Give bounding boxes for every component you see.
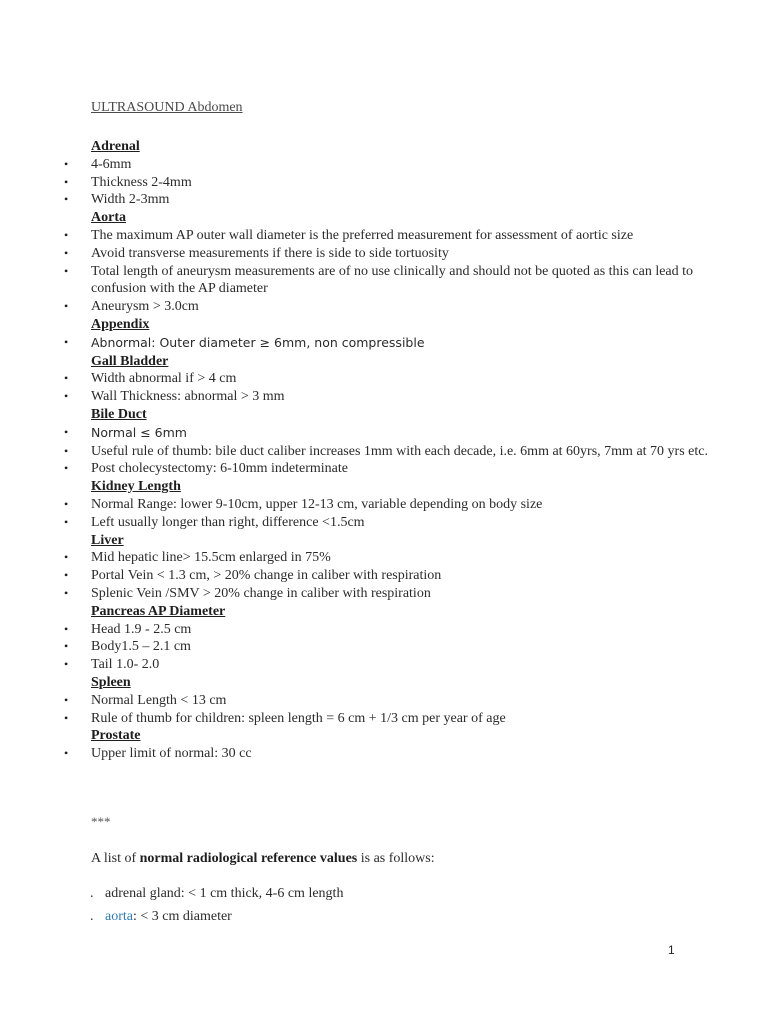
bullet-icon: • [64,710,69,725]
list-item-text: Upper limit of normal: 30 cc [91,746,252,762]
page-number: 1 [668,943,675,957]
reference-item [90,908,343,931]
bullet-icon: • [64,299,69,314]
list-item [0,549,768,567]
list-item [0,585,768,603]
section-heading: Prostate [91,728,141,744]
list-item-text: Total length of aneurysm measurements are of no use clinically and should not be quoted as this can lead to confusion with the AP diameter [91,263,694,297]
bullet-icon: • [64,389,69,404]
bullet-icon: • [64,657,69,672]
list-item-text: Mid hepatic line> 15.5cm enlarged in 75% [91,550,331,566]
list-item-text: Width abnormal if > 4 cm [91,371,237,387]
list-item [0,370,768,388]
document-title: ULTRASOUND Abdomen [91,100,243,115]
list-item [0,567,768,585]
bullet-icon: • [64,227,69,242]
reference-sections [0,138,768,763]
section-heading: Aorta [91,210,126,226]
bullet-icon: • [64,334,69,349]
bullet-icon: • [64,621,69,636]
list-item-text: Avoid transverse measurements if there is side to side tortuosity [91,245,449,261]
list-item [0,334,768,353]
list-item [0,621,768,639]
list-item [0,174,768,192]
bullet-icon: • [64,585,69,600]
bullet-icon: • [64,550,69,565]
bullet-icon: • [64,245,69,260]
section-heading: Bile Duct [91,406,147,422]
bullet-icon: • [64,461,69,476]
list-item [0,460,768,478]
intro-suffix: is as follows: [357,851,435,866]
list-item-text: Abnormal: Outer diameter ≥ 6mm, non compressible [91,334,425,350]
list-item-text: Left usually longer than right, difference <1.5cm [91,514,365,530]
intro-bold: normal radiological reference values [139,851,358,866]
section-heading: Liver [91,532,124,548]
term-link[interactable]: aorta [105,908,133,924]
list-item-text: Splenic Vein /SMV > 20% change in caliber with respiration [91,585,431,601]
list-item [0,496,768,514]
reference-item [90,885,343,908]
list-item [0,263,768,299]
bullet-icon: • [64,424,69,439]
bullet-icon: • [64,443,69,458]
list-item-text: Useful rule of thumb: bile duct caliber increases 1mm with each decade, i.e. 6mm at 60yrs, 7mm at 70 yrs etc. [91,443,708,459]
list-item [0,298,768,316]
bullet-icon: • [64,496,69,511]
bullet-icon: • [64,746,69,761]
intro-prefix: A list of [91,851,140,866]
list-item-text: Body1.5 – 2.1 cm [91,639,191,655]
section-heading: Appendix [91,316,150,332]
list-item-text: The maximum AP outer wall diameter is the preferred measurement for assessment of aortic size [91,227,634,243]
bullet-icon: • [64,263,69,278]
list-item-text: Aneurysm > 3.0cm [91,299,199,315]
section-heading: Pancreas AP Diameter [91,603,226,619]
list-item [0,514,768,532]
list-item-text: Normal Length < 13 cm [91,692,227,708]
list-item [0,745,768,763]
list-item [0,710,768,728]
list-item [0,638,768,656]
list-item [0,692,768,710]
section-heading: Kidney Length [91,479,181,495]
section-heading: Gall Bladder [91,353,169,369]
list-item-text: Width 2-3mm [91,192,170,208]
bullet-icon: • [64,156,69,171]
reference-text: adrenal gland: < 1 cm thick, 4-6 cm length [105,886,344,901]
list-item [0,443,768,461]
separator: *** [91,814,111,829]
list-item-text: Post cholecystectomy: 6-10mm indeterminate [91,461,348,477]
list-item-text: Rule of thumb for children: spleen length = 6 cm + 1/3 cm per year of age [91,710,506,726]
section-heading: Spleen [91,674,131,690]
bullet-icon: • [64,692,69,707]
bullet-icon: • [64,174,69,189]
list-item-text: 4-6mm [91,156,132,172]
bullet-icon: • [64,514,69,529]
list-item-text: Head 1.9 - 2.5 cm [91,621,192,637]
list-item [0,227,768,245]
bullet-icon: • [64,192,69,207]
list-item-text: Thickness 2-4mm [91,174,192,190]
list-item-text: Normal ≤ 6mm [91,424,187,440]
list-item [0,656,768,674]
reference-text: : < 3 cm diameter [132,908,232,924]
list-item [0,191,768,209]
list-item-text: Tail 1.0- 2.0 [91,657,160,673]
list-item-text: Wall Thickness: abnormal > 3 mm [91,389,285,405]
list-item-text: Normal Range: lower 9-10cm, upper 12-13 cm, variable depending on body size [91,496,543,512]
bullet-icon: • [64,568,69,583]
list-marker: . [90,886,94,901]
reference-list [90,885,343,930]
list-marker: . [90,908,94,924]
list-item [0,156,768,174]
list-item [0,245,768,263]
bullet-icon: • [64,371,69,386]
intro-paragraph [91,850,435,868]
list-item [0,388,768,406]
bullet-icon: • [64,639,69,654]
list-item [0,424,768,443]
list-item-text: Portal Vein < 1.3 cm, > 20% change in caliber with respiration [91,568,442,584]
section-heading: Adrenal [91,139,140,154]
